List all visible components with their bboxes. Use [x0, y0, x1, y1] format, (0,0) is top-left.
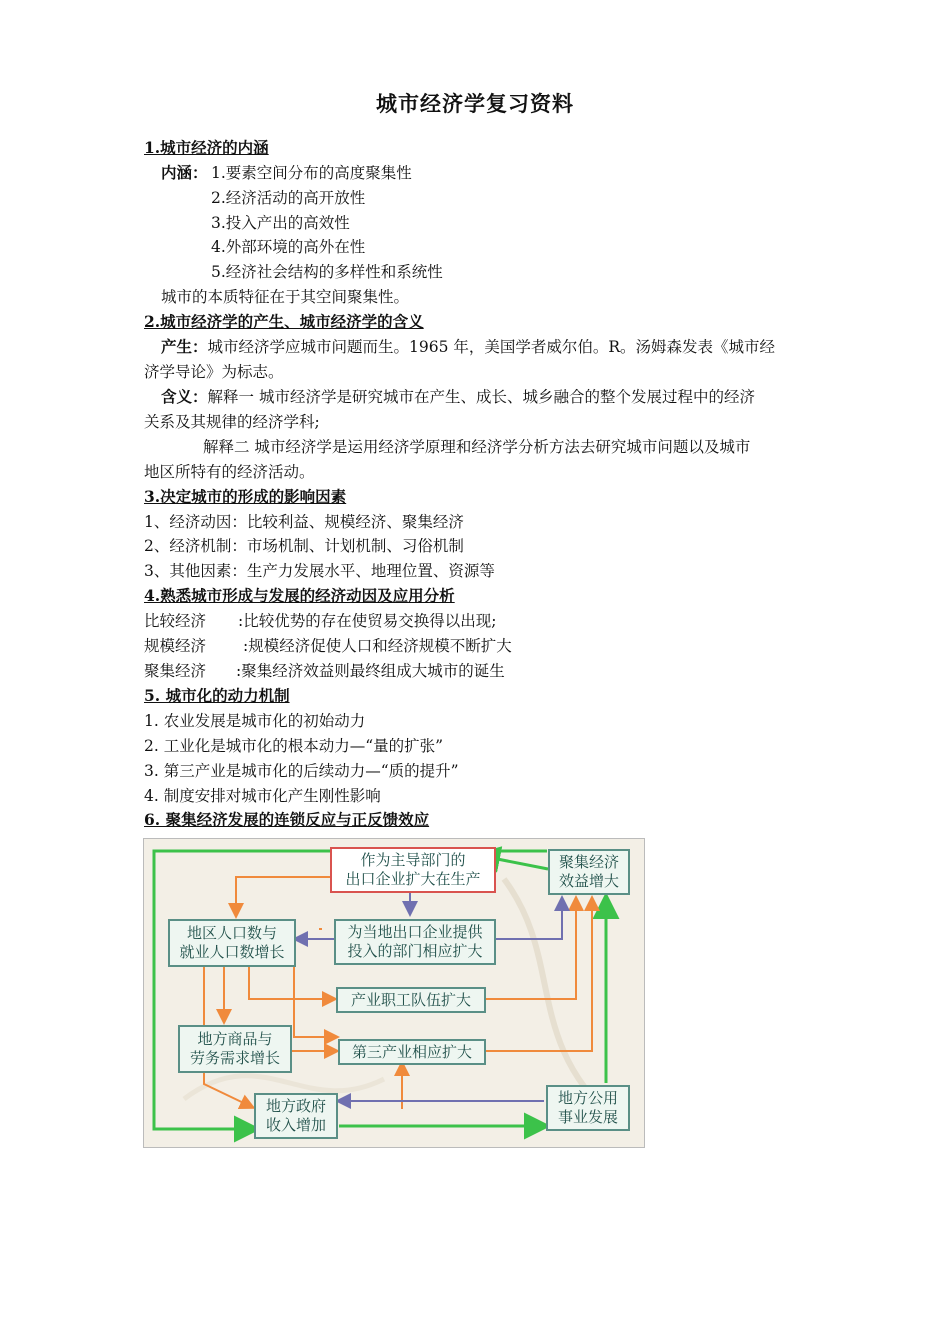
section-3-heading: 3.决定城市的形成的影响因素: [144, 487, 347, 506]
box-local-demand: [178, 1025, 292, 1073]
s4-desc-1: :比较优势的存在使贸易交换得以出现;: [238, 612, 497, 630]
s3-item-3: 3、其他因素：生产力发展水平、地理位置、资源等: [144, 562, 495, 580]
s4-desc-2: :规模经济促使人口和经济规模不断扩大: [243, 637, 512, 655]
box-public-utilities: [546, 1085, 630, 1131]
box-pop-line-2: 就业人口数增长: [179, 943, 285, 961]
s2-meaning-lead: 含义：: [161, 387, 208, 406]
section-4-heading: 4.熟悉城市形成与发展的经济动因及应用分析: [144, 586, 455, 605]
box-agglomeration: [548, 849, 630, 895]
s5-item-3: 3. 第三产业是城市化的后续动力—“质的提升”: [144, 762, 459, 780]
box-demand-line-2: 劳务需求增长: [189, 1049, 280, 1067]
box-workforce-text: 产业职工队伍扩大: [350, 990, 471, 1009]
section-6-heading: 6. 聚集经济发展的连锁反应与正反馈效应: [144, 810, 430, 829]
feedback-diagram: [143, 838, 645, 1148]
s2-origin-line-1: [161, 336, 775, 358]
s3-item-1: 1、经济动因：比较利益、规模经济、聚集经济: [144, 513, 464, 531]
s1-item-5: 5.经济社会结构的多样性和系统性: [211, 263, 443, 281]
s4-term-2: 规模经济: [144, 637, 207, 655]
box-gov-revenue: [254, 1093, 338, 1139]
box-tertiary: [338, 1039, 486, 1065]
s1-lead: 内涵：: [161, 163, 208, 182]
box-gov-line-2: 收入增加: [265, 1116, 326, 1134]
box-pop-line-1: 地区人口数与: [186, 924, 277, 942]
section-1-heading: 1.城市经济的内涵: [144, 138, 269, 157]
box-main-line-1: 作为主导部门的: [360, 851, 466, 869]
s4-term-1: 比较经济: [144, 612, 207, 630]
section-5-heading: 5. 城市化的动力机制: [144, 686, 290, 705]
s1-item-3: 3.投入产出的高效性: [211, 214, 350, 232]
s5-item-4: 4. 制度安排对城市化产生刚性影响: [144, 787, 381, 805]
s2-origin-lead: 产生：: [161, 337, 208, 356]
s2-origin-text-2: 济学导论》为标志。: [144, 363, 284, 381]
box-gov-line-1: 地方政府: [265, 1097, 326, 1115]
box-public-line-1: 地方公用: [557, 1089, 618, 1107]
s1-item-2: 2.经济活动的高开放性: [211, 189, 366, 207]
arrow-orange-main-to-pop: [236, 877, 330, 915]
box-agglo-line-2: 效益增大: [558, 872, 619, 890]
s1-item-1: 1.要素空间分布的高度聚集性: [211, 164, 412, 182]
s2-meaning-1b: 关系及其规律的经济学科;: [144, 413, 320, 431]
box-supply-sectors: [334, 919, 496, 965]
arrow-orange-pop-to-workforce: [249, 967, 334, 999]
s2-meaning-1a: 解释一 城市经济学是研究城市在产生、成长、城乡融合的整个发展过程中的经济: [207, 388, 755, 406]
s4-desc-3: :聚集经济效益则最终组成大城市的诞生: [236, 662, 505, 680]
box-workforce: [336, 987, 486, 1013]
page-title: 城市经济学复习资料: [376, 91, 574, 116]
s4-term-3: 聚集经济: [144, 662, 207, 680]
s2-meaning-2b: 地区所特有的经济活动。: [144, 463, 315, 481]
box-supply-line-1: 为当地出口企业提供: [347, 923, 483, 941]
s2-origin-text-1: 城市经济学应城市问题而生。1965 年，美国学者威尔伯。R。汤姆森发表《城市经: [207, 338, 776, 356]
box-supply-line-2: 投入的部门相应扩大: [347, 942, 483, 960]
s2-meaning-line-1: [161, 386, 755, 408]
s5-item-2: 2. 工业化是城市化的根本动力—“量的扩张”: [144, 737, 444, 755]
s1-essence: 城市的本质特征在于其空间聚集性。: [161, 288, 410, 306]
box-demand-line-1: 地方商品与: [197, 1030, 273, 1048]
section-2-heading: 2.城市经济学的产生、城市经济学的含义: [144, 312, 424, 331]
s5-item-1: 1. 农业发展是城市化的初始动力: [144, 712, 366, 730]
s2-meaning-2a: 解释二 城市经济学是运用经济学原理和经济学分析方法去研究城市问题以及城市: [203, 438, 751, 456]
box-population: [168, 919, 296, 967]
s3-item-2: 2、经济机制：市场机制、计划机制、习俗机制: [144, 537, 464, 555]
arrow-orange-pop-to-tertiary: [294, 967, 336, 1037]
box-public-line-2: 事业发展: [557, 1108, 618, 1126]
box-main-line-2: 出口企业扩大在生产: [345, 870, 481, 888]
box-agglo-line-1: 聚集经济: [558, 853, 619, 871]
box-tertiary-text: 第三产业相应扩大: [351, 1042, 472, 1061]
box-main-export: [330, 847, 496, 893]
s1-item-4: 4.外部环境的高外在性: [211, 238, 366, 256]
